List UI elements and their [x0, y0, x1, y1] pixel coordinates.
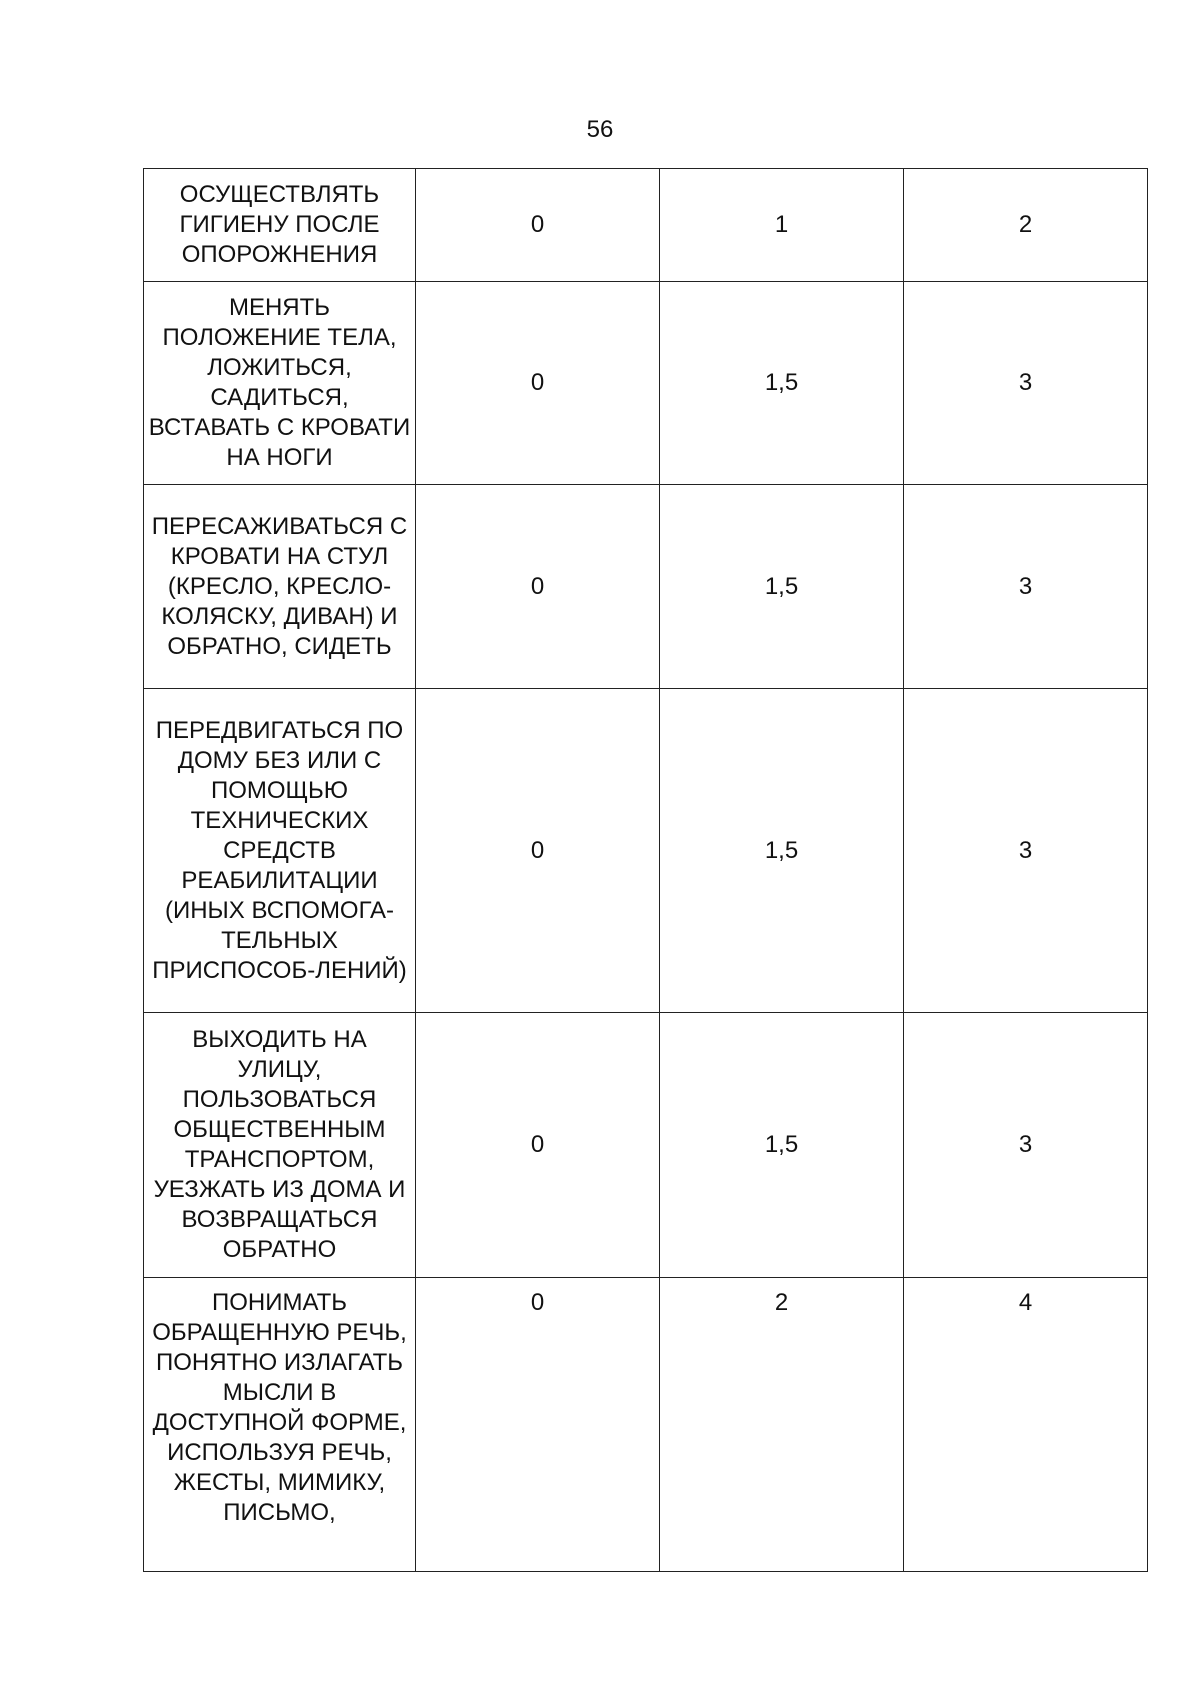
score-cell: 3	[904, 1013, 1148, 1278]
activity-cell	[144, 689, 416, 1013]
activity-label: ПОНИМАТЬ ОБРАЩЕННУЮ РЕЧЬ, ПОНЯТНО ИЗЛАГАТЬ МЫСЛИ В ДОСТУПНОЙ ФОРМЕ, ИСПОЛЬЗУЯ РЕЧЬ, ЖЕСТЫ, МИМИКУ, ПИСЬМО,	[152, 1289, 407, 1526]
score-cell: 2	[904, 169, 1148, 282]
score-cell: 0	[416, 1013, 660, 1278]
score-cell: 1,5	[660, 689, 904, 1013]
activity-cell	[144, 1278, 416, 1572]
score-cell: 2	[660, 1278, 904, 1572]
score-cell: 0	[416, 169, 660, 282]
table-row	[144, 1278, 1148, 1572]
score-cell: 1,5	[660, 1013, 904, 1278]
page-number: 56	[586, 116, 614, 143]
table-row	[144, 1013, 1148, 1278]
score-cell: 1,5	[660, 485, 904, 689]
score-cell: 3	[904, 282, 1148, 485]
table-row	[144, 485, 1148, 689]
score-cell: 0	[416, 282, 660, 485]
activity-cell	[144, 169, 416, 282]
score-cell: 4	[904, 1278, 1148, 1572]
activity-label: ПЕРЕДВИГАТЬСЯ ПО ДОМУ БЕЗ ИЛИ С ПОМОЩЬЮ ТЕХНИЧЕСКИХ СРЕДСТВ РЕАБИЛИТАЦИИ (ИНЫХ ВСПОМОГА-ТЕЛЬНЫХ ПРИСПОСОБ-ЛЕНИЙ)	[152, 716, 407, 984]
score-cell: 1	[660, 169, 904, 282]
table-row	[144, 169, 1148, 282]
score-cell: 3	[904, 485, 1148, 689]
activity-cell	[144, 282, 416, 485]
activity-label: МЕНЯТЬ ПОЛОЖЕНИЕ ТЕЛА, ЛОЖИТЬСЯ, САДИТЬСЯ, ВСТАВАТЬ С КРОВАТИ НА НОГИ	[148, 294, 411, 471]
activity-label: ВЫХОДИТЬ НА УЛИЦУ, ПОЛЬЗОВАТЬСЯ ОБЩЕСТВЕННЫМ ТРАНСПОРТОМ, УЕЗЖАТЬ ИЗ ДОМА И ВОЗВРАЩАТЬСЯ ОБРАТНО	[153, 1026, 406, 1263]
score-cell: 0	[416, 689, 660, 1013]
score-cell: 0	[416, 485, 660, 689]
activity-score-table	[143, 168, 1148, 1572]
table-row	[144, 689, 1148, 1013]
activity-cell	[144, 1013, 416, 1278]
score-cell: 1,5	[660, 282, 904, 485]
score-cell: 3	[904, 689, 1148, 1013]
activity-label: ПЕРЕСАЖИВАТЬСЯ С КРОВАТИ НА СТУЛ (КРЕСЛО, КРЕСЛО-КОЛЯСКУ, ДИВАН) И ОБРАТНО, СИДЕТЬ	[151, 512, 408, 660]
activity-cell	[144, 485, 416, 689]
table-row	[144, 282, 1148, 485]
activity-label: ОСУЩЕСТВЛЯТЬ ГИГИЕНУ ПОСЛЕ ОПОРОЖНЕНИЯ	[179, 181, 380, 268]
score-cell: 0	[416, 1278, 660, 1572]
